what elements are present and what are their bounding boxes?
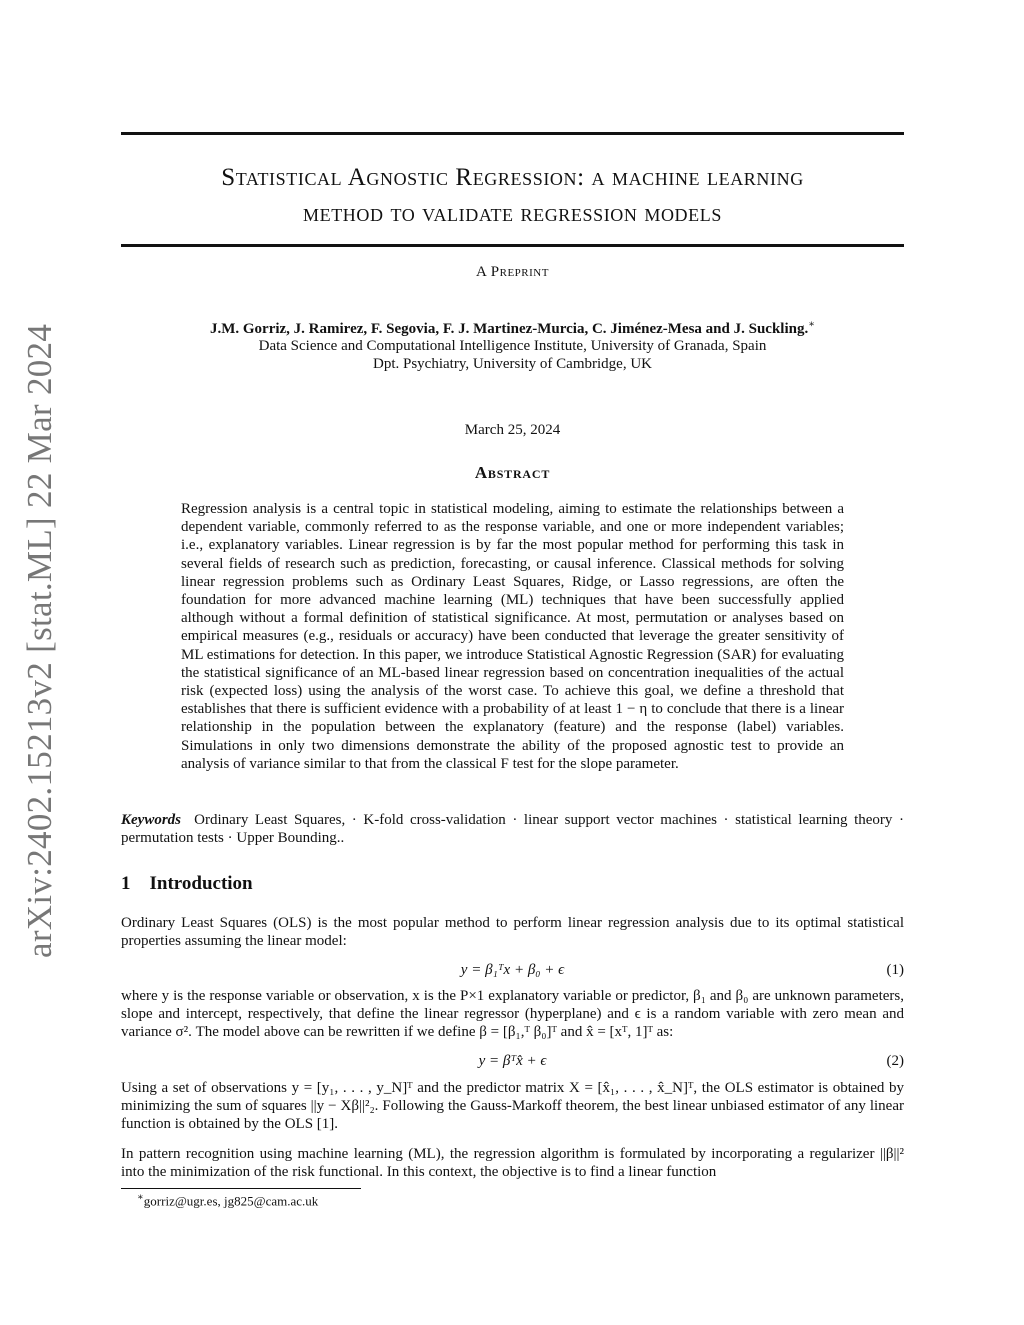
abstract-heading: Abstract	[474, 463, 551, 482]
equation-2	[121, 1053, 904, 1073]
intro-paragraph-4: In pattern recognition using machine learning (ML), the regression algorithm is formulated by incorporating a regularizer ||β||² into the minimization of the risk functional. In this context, the objective is to find a linear function	[121, 1146, 904, 1180]
equation-1	[121, 962, 904, 982]
abstract-body: Regression analysis is a central topic in statistical modeling, aiming to estimate the relationships between a dependent variable, commonly referred to as the response variable, and one or more independent variables; i.e., explanatory variables. Linear regression is by far the most popular method for performing this task in several fields of research such as prediction, forecasting, or causal inference. Classical methods for solving linear regression problems such as Ordinary Least Squares, Ridge, or Lasso regressions, are often the foundation for more advanced machine learning (ML) techniques that have been successfully applied although without a formal definition of statistical significance. At most, permutation or analyses based on empirical measures (e.g., residuals or accuracy) have been conducted that leverage the greater sensitivity of ML estimations for detection. In this paper, we introduce Statistical Agnostic Regression (SAR) for evaluating the statistical significance of an ML-based linear regression based on concentration inequalities of the actual risk (expected loss) using the analysis of the worst case. To achieve this goal, we define a threshold that establishes that there is sufficient evidence with a probability of at least 1 − η to conclude that there is a linear relationship in the population between the explanatory (feature) and the response (label) variables. Simulations in only two dimensions demonstrate the ability of the proposed agnostic test to provide an analysis of variance similar to that from the classical F test for the slope parameter.	[181, 501, 844, 772]
paper-title-line-2: method to validate regression models	[303, 200, 722, 227]
footnote	[137, 1192, 318, 1209]
preprint-label: A Preprint	[476, 264, 549, 280]
intro-paragraph-1: Ordinary Least Squares (OLS) is the most popular method to perform linear regression analysis due to its optimal statistical properties assuming the linear model:	[121, 915, 904, 949]
author-line	[121, 319, 904, 338]
title-rule-bottom	[121, 244, 904, 247]
equation-2-expression: y = βᵀx̂ + ϵ	[478, 1053, 547, 1069]
author-footnote-marker: ∗	[808, 319, 816, 330]
footnote-emails: gorriz@ugr.es, jg825@cam.ac.uk	[143, 1193, 319, 1209]
keywords-label: Keywords	[121, 812, 181, 828]
equation-1-number: (1)	[886, 962, 904, 978]
footnote-marker: ∗	[137, 1192, 144, 1203]
affiliation-granada: Data Science and Computational Intelligence Institute, University of Granada, Spain	[258, 338, 767, 354]
footnote-rule	[121, 1188, 361, 1189]
section-title: Introduction	[149, 873, 253, 894]
intro-paragraph-2: where y is the response variable or observation, x is the P×1 explanatory variable or predictor, β₁ and β₀ are unknown parameters, slope and intercept, respectively, that define the linear regressor (hyperplane) and ϵ is a random variable with zero mean and variance σ². The model above can be rewritten if we define β = [β₁,ᵀ β₀]ᵀ and x̂ = [xᵀ, 1]ᵀ as:	[121, 988, 904, 1040]
arxiv-identifier: arXiv:2402.15213v2 [stat.ML] 22 Mar 2024	[20, 323, 59, 958]
equation-2-number: (2)	[886, 1053, 904, 1069]
title-rule-top	[121, 132, 904, 135]
paper-title-line-1: Statistical Agnostic Regression: a machine learning	[221, 164, 804, 191]
keywords-list: Ordinary Least Squares, · K-fold cross-validation · linear support vector machines · statistical learning theory · permutation tests · Upper Bounding..	[121, 812, 904, 846]
section-heading-introduction	[121, 873, 253, 895]
section-number: 1	[121, 873, 131, 894]
paper-date: March 25, 2024	[464, 422, 561, 438]
affiliation-cambridge: Dpt. Psychiatry, University of Cambridge, UK	[373, 356, 652, 372]
equation-1-expression: y = β₁ᵀx + β₀ + ϵ	[460, 962, 565, 978]
author-names: J.M. Gorriz, J. Ramirez, F. Segovia, F. J. Martinez-Murcia, C. Jiménez-Mesa and J. Suckling.	[209, 321, 809, 337]
keywords-block	[121, 811, 904, 847]
intro-paragraph-3: Using a set of observations y = [y₁, . . . , y_N]ᵀ and the predictor matrix X = [x̂₁, . . . , x̂_N]ᵀ, the OLS estimator is obtained by minimizing the sum of squares ||y − Xβ||²₂. Following the Gauss-Markoff theorem, the best linear unbiased estimator of any linear function is obtained by the OLS [1].	[121, 1080, 904, 1132]
